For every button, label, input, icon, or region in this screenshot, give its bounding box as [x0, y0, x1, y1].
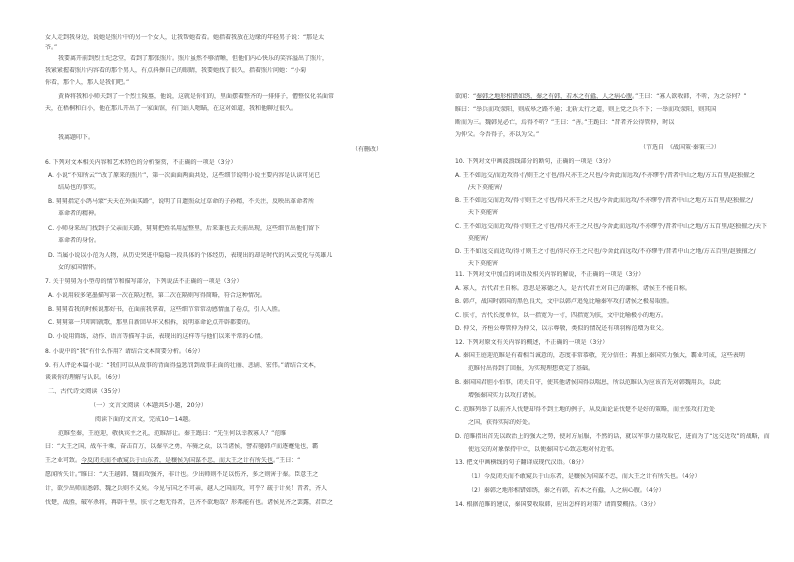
story-line: 我离题印下。: [58, 134, 95, 141]
underlined-sentence: 今反闭关而不敢窥兵于山东者，是穰侯为国谋不忠，而大王之计有所失也: [81, 457, 274, 464]
underlined-sentence: 秦韩之地形相错如绣，秦之有韩，若木之有蠹，人之病心腹: [476, 93, 633, 100]
classical-text-line: 断而为三。魏韩见必亡，焉得不听？”王曰：“善。”王跪曰：“昔者齐公得管仲，时以: [455, 119, 675, 126]
question-6-option-a-cont: 结局也的事实。: [58, 184, 101, 191]
question-12-option-c-cont: 之国，获得实际的好处。: [468, 419, 535, 426]
classical-text-segment: 。”王曰：“寡人欲收韩，不听，为之奈何？”: [632, 93, 747, 100]
question-6-option-d-cont: 女的家国情怀。: [58, 264, 101, 271]
question-12-option-b-cont: 增强秦国实力以攻打诸侯。: [468, 392, 541, 399]
question-8: 8. 小说中的“我”有什么作用？请结合文本简要分析。（6分）: [45, 348, 204, 355]
question-10-option-c-cont: 莫能害/: [468, 235, 489, 242]
question-11-option-c: C. 肤寸，古代长度单位，以一指宽为一寸，四指宽为肤，文中比喻极小的地方。: [455, 312, 668, 319]
question-12-option-a: A. 秦国王庭迎范睢是有着相当诚意的，态度非常恭敬，充分信任；再加上秦国实力强大，霸业可成，这些表明: [455, 352, 745, 359]
question-9: 9. 有人评论本篇小说：“我们可以从故事的背面得益惩罚到故事正面的壮丽、悲剧、宏伟。”请结合文本，: [45, 362, 320, 369]
classical-text-line: 睢曰：“举兵而攻荥阳，则成皋之路不通；北斩太行之道，则上党之兵不下；一举而攻荥阳，则其国: [455, 106, 717, 113]
question-13-item-1: （1）今反闭关而不敢窥兵于山东者，是穰侯为国谋不忠，而大王之计有所失也。（4分）: [468, 473, 701, 480]
question-12-option-c: C. 范睢列举了以前齐人伐楚却得不到土地的例子，从反面论证伐楚不是好的策略，而主张攻打近处: [455, 406, 716, 413]
question-11-option-d: D. 仲父，齐桓公尊管仲为仲父，以示尊敬，类似的情况还有项羽称范增为亚父。: [455, 325, 668, 332]
section-title: 二、古代诗文阅读（35分）: [48, 388, 124, 395]
question-12-stem: 12. 下列对原文有关内容的概述，不正确的一项是（3分）: [455, 339, 609, 346]
question-6-option-d: D. 当属小说以小范为人物，从历史突进中隐隐一段具体的个体经历，表现出的却是时代的风云变化与英雄儿: [48, 252, 333, 259]
classical-text-line: 曰：“大王之国，战车千乘，奋击百万，以秦卒之勇，车骑之众，以当诸侯，譬若驰韩卢而逐蹇兔也，霸: [45, 443, 319, 450]
question-10-stem: 10. 下列对文中画波浪线部分的断句，正确的一项是（3分）: [455, 158, 615, 165]
story-line: 黄昏将我和小师夫到了一个烈士陵墓，他说，这就是你们的，里面摆着整齐的一排排子，僧整仪化名面常: [58, 93, 335, 100]
reading-instruction: 阅读下面的文言文，完成10～14题。: [95, 416, 195, 423]
story-line: 我紧紧握着照片内容看的那个男人，有点抖擦自己的眼睛，我要她找了很久，指着照片问她：“小菊: [45, 67, 307, 74]
question-12-option-b: B. 秦国国君胆小怕事，闭关自守，使其他诸侯国得以喘息，所以范睢认为应该首先对韩魏用兵，以此: [455, 379, 721, 386]
classical-text-segment: 王之业可致。: [45, 457, 82, 464]
question-10-option-c: C. 王不如远交而近攻/得寸则王之寸也/得尺亦王之尺也/今舍此而远攻/不亦缪乎/昔者中山之地/方五百里/赵独擅之/天下: [455, 223, 768, 230]
classical-text-line: 计，欲少出师而悉韩、魏之兵则不义矣。今见与国之不可亲，越人之国而攻，可乎？疏于计矣！昔者，齐人: [45, 485, 328, 492]
question-7-option-c: C. 舅舅第一只唱唱就歌，那里自新回早坏又相拆，说明革命论点开辟都要的。: [48, 319, 255, 326]
classical-text-line: 范睢至秦，王庭迎，敬执宾主之礼，范睢辞让。秦王跽曰：“先生何以幸教寡人？”范睢: [58, 430, 287, 437]
question-13-stem: 13. 把文中画横线的句子翻译成现代汉语。（8分）: [455, 459, 588, 466]
story-line: 你看，那个人，那人是我们吧。”: [45, 79, 130, 86]
classical-text-line: 伐楚，战胜，破军杀将，再辟千里，肤寸之地无得者，岂齐不欲地哉？形弗能有也。诸侯见齐之罢露，君臣之: [45, 499, 334, 506]
question-11-option-a: A. 寡人，古代君主自称。意思是寡德之人，是古代君主对自己的谦称，诸侯王不能自称。: [455, 285, 691, 292]
question-12-option-d-cont: 使远交的对象保持中立，以便秦国专心致志地对付近邻。: [468, 446, 619, 453]
story-line: 我要离开前到烈士纪念堂，看到了那张照片。照片虽然不够清晰，但他们内心快乐的笑容溢出了照片，: [58, 55, 329, 62]
classical-text-line: [455, 93, 773, 101]
question-6-option-b-cont: 革命者的精神。: [58, 210, 101, 217]
question-13-item-2: （2）秦韩之地形相错如绣，秦之有韩，若木之有蠹，人之病心腹。（4分）: [468, 487, 665, 494]
question-14: 14. 根据范睢的建议，秦国要收取韩，应出怎样的对策？请简要概括。（3分）: [455, 501, 660, 508]
passage-source: （节选自 《战国策·秦策三》）: [640, 144, 720, 151]
question-12-option-d: D. 范睢指出首先以政治上的强大之势，使对方屈服，不然的话，就以军事力量攻取它，进而为了“远交近攻”的战略，而: [455, 433, 770, 440]
classical-text-line: 为仲父。今吾得子，亦以为父。”: [455, 131, 540, 138]
classical-text-segment: 欲闻：“: [455, 93, 477, 100]
question-11-option-b: B. 韩卢，战国时韩国的黑色良犬，文中以韩卢追兔比喻秦军攻打诸侯之极易取胜。: [455, 298, 673, 305]
question-7-option-d: D. 小说用简练，动作、语言等描写手法，表现出的这样等与他们以来平常的心情。: [48, 333, 267, 340]
question-10-option-d: D. 王不如远交而近攻/得寸则王之寸也/得尺亦王之尺也/今舍此而远攻/不亦缪乎/昔者中山之地/方五百里/赵独擅之/: [455, 248, 756, 255]
question-7-option-b: B. 舅舅看我的时候说那好书，在面前我拿着，这些细节常常动感情血了卷点，引人入胜。: [48, 306, 284, 313]
question-10-option-b-cont: 天下莫能害: [468, 209, 499, 216]
question-6-option-b: B. 舅舅指定小鸽马蒙“天天在外面买路”，说明了自遗照众过草命的子孙精，不关注，反映出革命者所: [48, 198, 315, 205]
question-10-option-a-cont: /天下莫能害/: [468, 184, 503, 191]
question-12-option-a-cont: 范睢付出得到了回报，为实现理想奠定了基础。: [468, 365, 595, 372]
story-line: 天，在梧桐和白小，他在那儿开出了一家面馆，有门站人嗯瞄，在这对如道，我和他聊过很久。: [45, 105, 298, 112]
subsection-title: （一）文言文阅读（本题共5小题，20分）: [90, 402, 207, 409]
question-6-option-a: A. 小说“不知所云”“改了原来的照片”，第一次面面两面共处，这些细节说明小说主要内容是认读可见已: [48, 172, 321, 179]
question-11-stem: 11. 下列对文中加点的词语及相关内容的解说，不正确的一项是（3分）: [455, 271, 645, 278]
question-10-option-b: B. 王不如远交而近攻/得寸则王之寸也/得尺亦王之尺也/今舍此而远攻/不亦缪乎/昔者中山之地方五百里/赵独擅之/: [455, 197, 754, 204]
question-9-cont: 谈谈你的理解与认识。（6分）: [45, 374, 124, 381]
question-6-option-c-cont: 革命者的身份。: [58, 237, 101, 244]
story-line: 爷。”: [45, 44, 58, 51]
question-10-option-a: A. 王不如远交/而近攻得寸/则王之寸也/得尺亦王之尺也/今舍此而远攻/不亦缪乎/昔者中山之地/方五百里/赵独擅之: [455, 172, 755, 179]
story-line: 女人走到我身边，说她是照片中的另一个女人，让我帮她看看。她指着我放在边缘的年轻男子说：“那是太: [45, 34, 325, 41]
question-7-stem: 7. 关于舅舅为小型母的情节和描写部分，下列说法不正确的一项是（3分）: [45, 278, 243, 285]
question-10-option-d-cont: 天下莫能害: [468, 260, 499, 267]
question-6-stem: 6. 下列对文本相关内容和艺术特色的分析鉴赏，不正确的一项是（3分）: [45, 159, 237, 166]
classical-text-line: [45, 457, 385, 465]
classical-text-line: 愿闻所失计。”睢曰：“大王越韩、魏而攻强齐，非计也。少出师则不足以伤齐，多之则害于秦。臣意王之: [45, 471, 319, 478]
classical-text-segment: 。”王曰：“: [273, 457, 301, 464]
question-7-option-a: A. 小说用较多笔墨描写第一次在隔过程，第二次在隔则写得简略，符合这种情况。: [48, 292, 266, 299]
question-6-option-c: C. 小师身来出门找到子父亲而夫路，舅舅把姓名用屋整里，后来兼也去关前出现，这些细节出他们留下: [48, 225, 321, 232]
story-note: （有删改）: [352, 146, 383, 153]
